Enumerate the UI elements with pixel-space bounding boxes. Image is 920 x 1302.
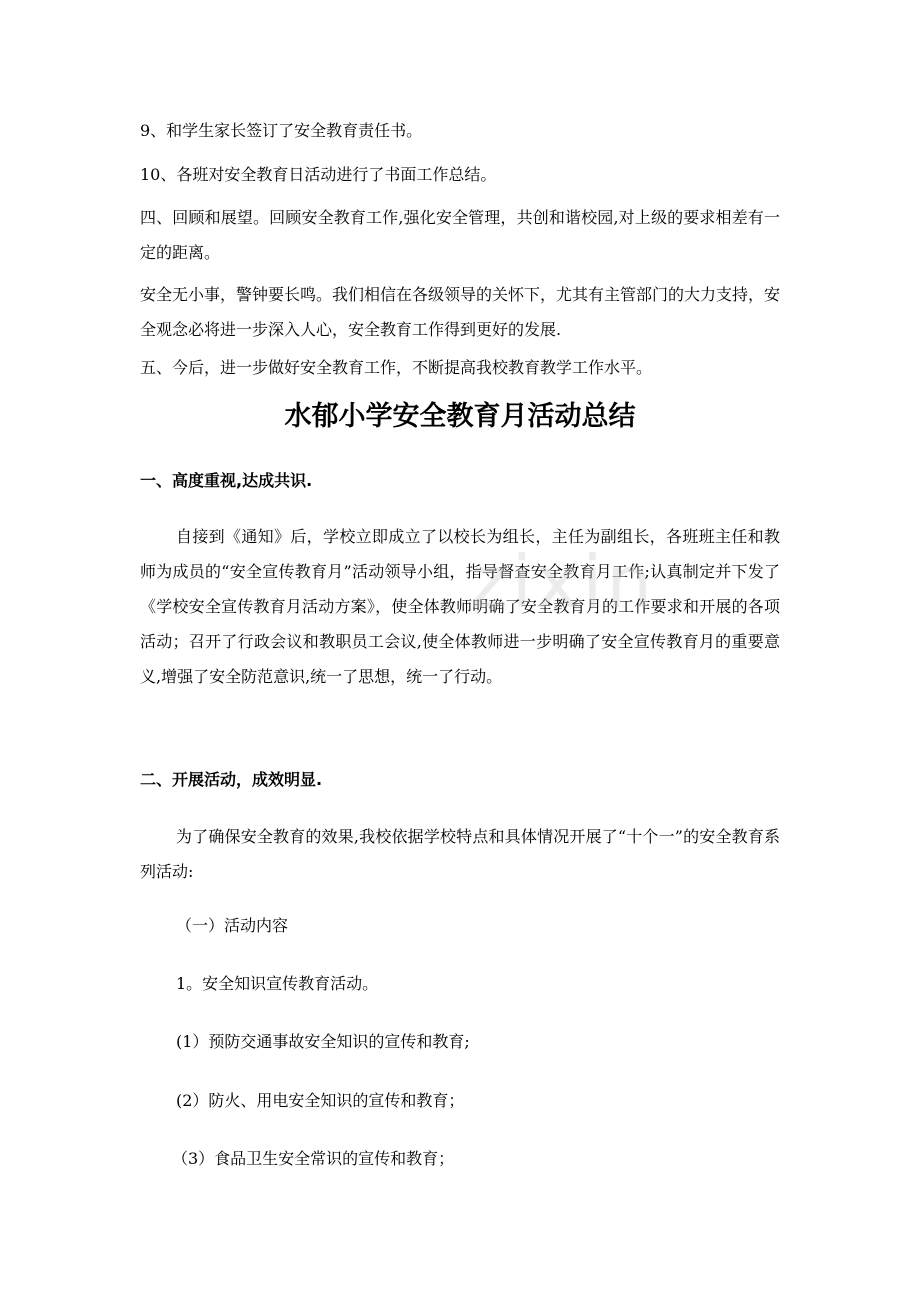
list-item: 9、和学生家长签订了安全教育责任书。	[140, 121, 423, 140]
future-item: 五、今后，进一步做好安全教育工作，不断提高我校教育教学工作水平。	[140, 358, 653, 377]
list-item: (2）防火、用电安全知识的宣传和教育；	[176, 1091, 465, 1110]
review-paragraph: 四、回顾和展望。回顾安全教育工作,强化安全管理，共创和谐校园,对上级的要求相差有一定的距离。	[140, 208, 780, 262]
watermark: zixin	[470, 540, 657, 624]
section1-body: 自接到《通知》后，学校立即成立了以校长为组长，主任为副组长，各班班主任和教师为成员的“安全宣传教育月”活动领导小组，指导督查安全教育月工作;认真制定并下发了《学校安全宣传教育月活动方案》，使全体教师明确了安全教育月的工作要求和开展的各项活动；召开了行政会议和教职员工会议,使全体教师进一步明确了安全宣传教育月的重要意义,增强了安全防范意识,统一了思想，统一了行动。	[140, 527, 780, 686]
list-item: 10、各班对安全教育日活动进行了书面工作总结。	[140, 165, 497, 184]
safety-paragraph: 安全无小事，警钟要长鸣。我们相信在各级领导的关怀下，尤其有主管部门的大力支持，安全观念必将进一步深入人心，安全教育工作得到更好的发展.	[140, 285, 781, 339]
section-heading: 二、开展活动，成效明显.	[140, 770, 323, 789]
section-heading: 一、高度重视,达成共识.	[140, 471, 313, 490]
section2-body: 为了确保安全教育的效果,我校依据学校特点和具体情况开展了“十个一”的安全教育系列活动:	[140, 827, 780, 881]
list-item: (1）预防交通事故安全知识的宣传和教育;	[176, 1032, 470, 1051]
subheading: （一）活动内容	[176, 916, 289, 935]
document-title: 水郁小学安全教育月活动总结	[284, 401, 636, 432]
list-item: （3）食品卫生安全常识的宣传和教育；	[172, 1149, 455, 1168]
list-item: 1。安全知识宣传教育活动。	[176, 974, 379, 993]
